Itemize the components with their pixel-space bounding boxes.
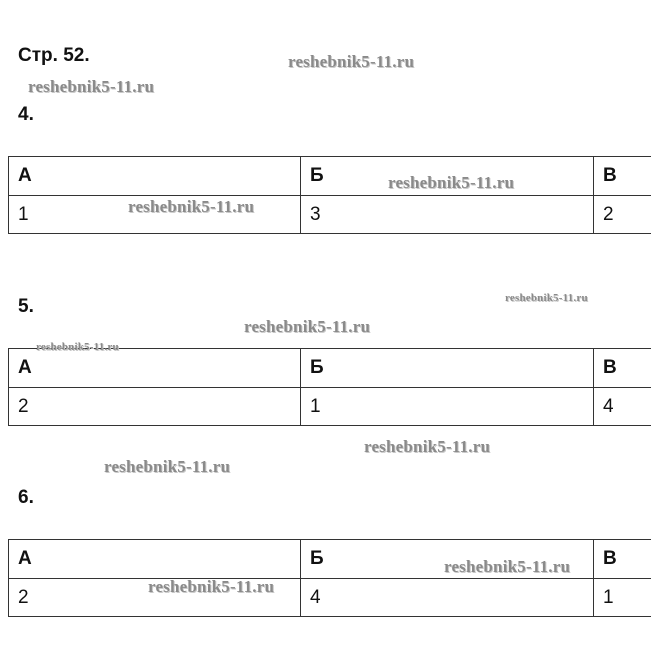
- watermark: reshebnik5-11.ru: [28, 77, 155, 96]
- watermark: reshebnik5-11.ru: [148, 577, 275, 596]
- answer-cell: 4: [594, 388, 651, 426]
- column-header: А: [9, 540, 301, 579]
- answer-cell: 3: [301, 196, 594, 234]
- task-number: 6.: [18, 487, 34, 508]
- column-header: В: [594, 157, 651, 196]
- column-header: В: [594, 349, 651, 388]
- answer-cell: 2: [594, 196, 651, 234]
- answer-cell: 1: [301, 388, 594, 426]
- watermark: reshebnik5-11.ru: [505, 292, 588, 304]
- watermark: reshebnik5-11.ru: [36, 341, 119, 353]
- watermark: reshebnik5-11.ru: [244, 317, 371, 336]
- watermark: reshebnik5-11.ru: [444, 557, 571, 576]
- answer-cell: 2: [9, 579, 301, 617]
- answer-cell: 1: [594, 579, 651, 617]
- answer-table: [8, 156, 651, 234]
- answer-cell: 1: [9, 196, 301, 234]
- column-header: В: [594, 540, 651, 579]
- table-row: [9, 388, 651, 426]
- watermark: reshebnik5-11.ru: [288, 52, 415, 71]
- column-header: Б: [301, 540, 594, 579]
- page-ref: Стр. 52.: [18, 45, 90, 66]
- table-header-row: [9, 349, 651, 388]
- watermark: reshebnik5-11.ru: [364, 437, 491, 456]
- task-number: 4.: [18, 104, 34, 125]
- watermark: reshebnik5-11.ru: [104, 457, 231, 476]
- task-number: 5.: [18, 296, 34, 317]
- watermark: reshebnik5-11.ru: [388, 173, 515, 192]
- column-header: Б: [301, 349, 594, 388]
- column-header: А: [9, 349, 301, 388]
- column-header: Б: [301, 157, 594, 196]
- table-row: [9, 196, 651, 234]
- watermark: reshebnik5-11.ru: [128, 197, 255, 216]
- column-header: А: [9, 157, 301, 196]
- answer-cell: 2: [9, 388, 301, 426]
- answer-table: [8, 539, 651, 617]
- table-row: [9, 579, 651, 617]
- table-header-row: [9, 157, 651, 196]
- answer-cell: 4: [301, 579, 594, 617]
- answer-table: [8, 348, 651, 426]
